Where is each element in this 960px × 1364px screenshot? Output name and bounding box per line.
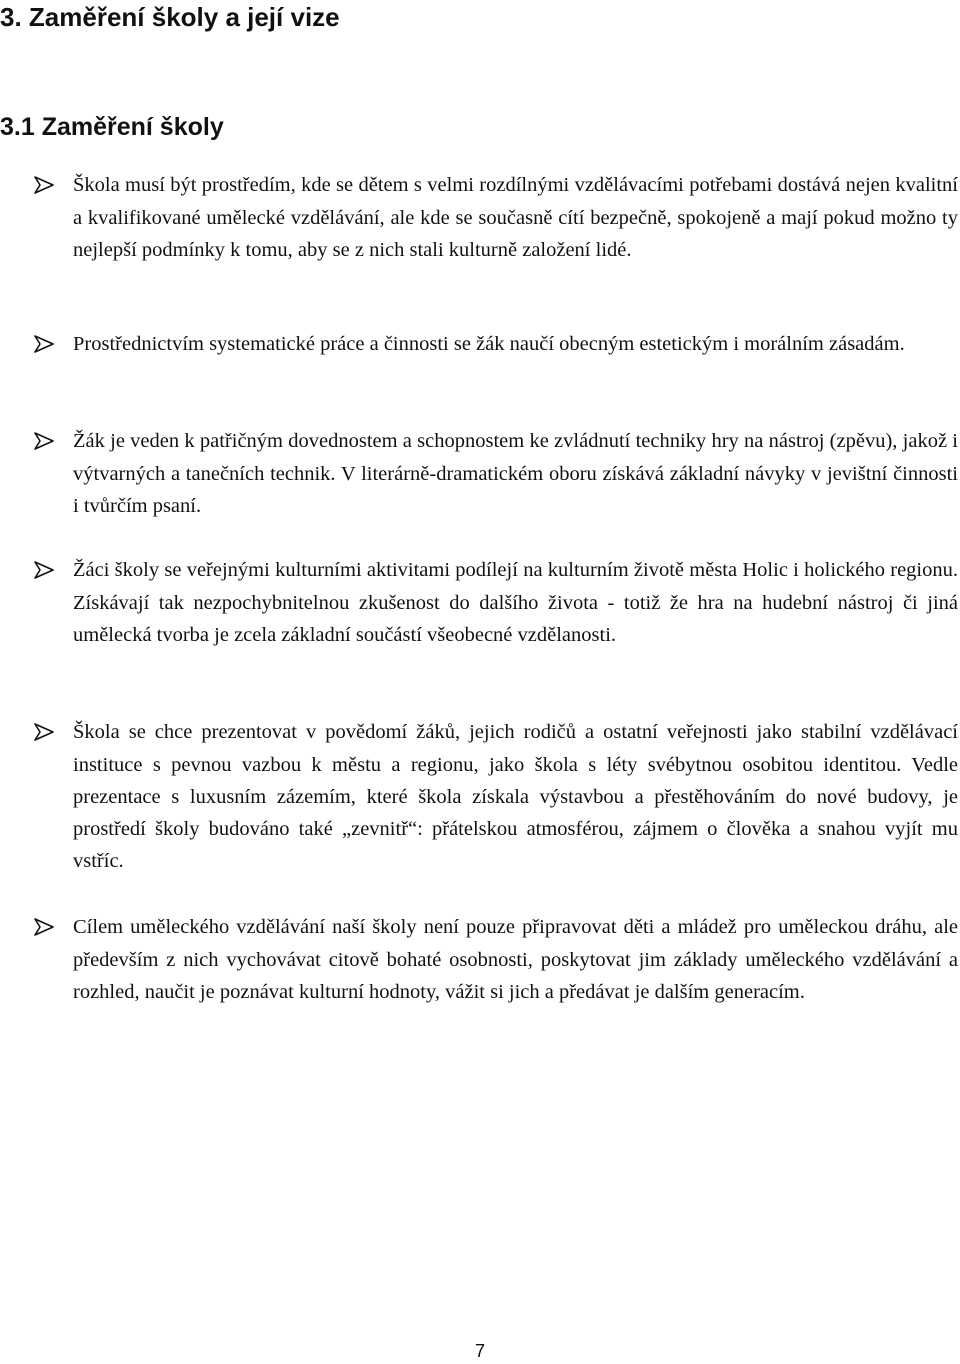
arrowhead-bullet-icon bbox=[33, 723, 55, 741]
bullet-text: Cílem uměleckého vzdělávání naší školy není pouze připravovat děti a mládež pro uměleckou dráhu, ale především z nich vychovávat citově bohaté osobnosti, poskytovat jim základy uměleckého vzdělávání a rozhled, naučit je poznávat kulturní hodnoty, vážit si jich a předávat je dalším generacím. bbox=[73, 916, 958, 1003]
section-title: 3.1 Zaměření školy bbox=[0, 113, 224, 141]
bullet-text: Žáci školy se veřejnými kulturními aktivitami podílejí na kulturním životě města Holic i holického regionu. Získávají tak nezpochybnitelnou zkušenost do dalšího života - totiž že hra na hudební nástroj či jiná umělecká tvorba je zcela základní součástí všeobecné vzdělanosti. bbox=[73, 559, 958, 646]
arrowhead-bullet-icon bbox=[33, 561, 55, 579]
page-number: 7 bbox=[474, 1341, 485, 1361]
bullet-text: Škola se chce prezentovat v povědomí žáků, jejich rodičů a ostatní veřejnosti jako stabilní vzdělávací instituce s pevnou vazbou k městu a regionu, jako škola s léty svébytnou osobitou identitou. Vedle prezentace s luxusním zázemím, které škola získala výstavbou a přestěhováním do nové budovy, je prostředí školy budováno také „zevnitř“: přátelskou atmosférou, zájmem o člověka a snahou vyjít mu vstříc. bbox=[73, 721, 958, 872]
chapter-title: 3. Zaměření školy a její vize bbox=[0, 2, 340, 32]
arrowhead-bullet-icon bbox=[33, 432, 55, 450]
arrowhead-bullet-icon bbox=[33, 176, 55, 194]
bullet-text: Škola musí být prostředím, kde se dětem s velmi rozdílnými vzdělávacími potřebami dostává nejen kvalitní a kvalifikované umělecké vzdělávání, ale kde se současně cítí bezpečně, spokojeně a mají pokud možno ty nejlepší podmínky k tomu, aby se z nich stali kulturně založení lidé. bbox=[73, 174, 958, 261]
bullet-text: Prostřednictvím systematické práce a činnosti se žák naučí obecným estetickým i morálním zásadám. bbox=[73, 333, 905, 355]
bullet-text: Žák je veden k patřičným dovednostem a schopnostem ke zvládnutí techniky hry na nástroj (zpěvu), jakož i výtvarných a tanečních technik. V literárně-dramatickém oboru získává základní návyky v jevištní činnosti i tvůrčím psaní. bbox=[73, 430, 958, 517]
arrowhead-bullet-icon bbox=[33, 335, 55, 353]
arrowhead-bullet-icon bbox=[33, 918, 55, 936]
